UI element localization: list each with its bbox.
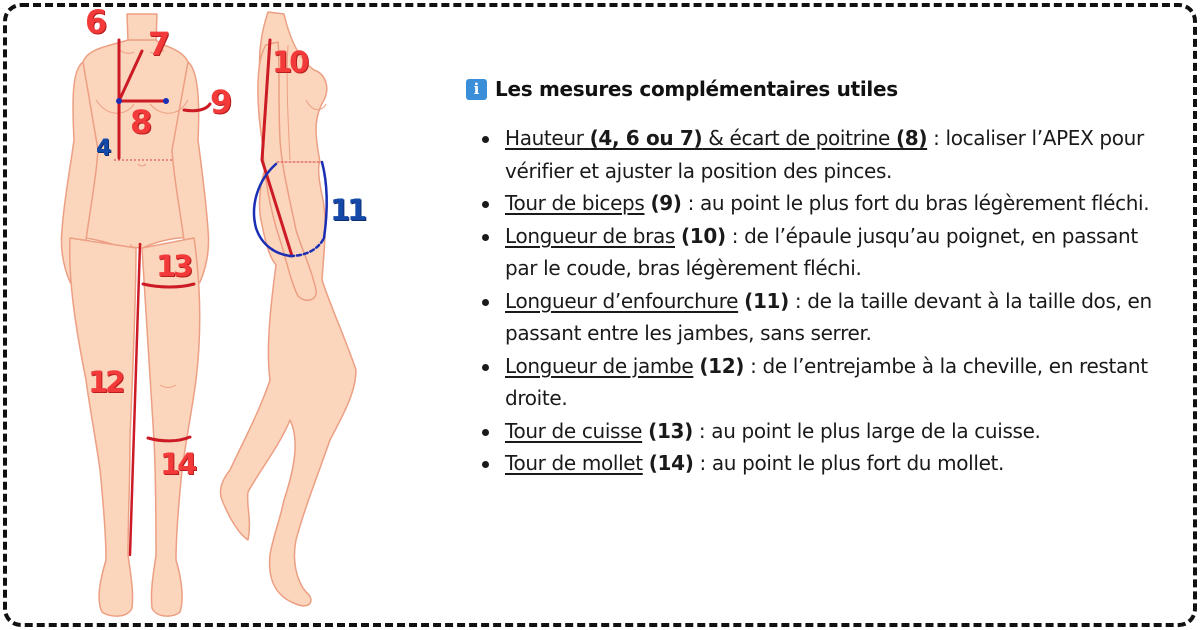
info-icon: i — [466, 79, 487, 100]
list-item — [466, 447, 1166, 480]
label-14: 14 — [160, 447, 195, 481]
description: : localiser l’APEX pour vérifier et ajuster la position des pinces. — [505, 126, 1144, 183]
term-number: (12) — [699, 353, 745, 378]
term-number: (10) — [681, 223, 726, 248]
term-number: (4, 6 ou 7) — [589, 126, 703, 150]
list-item — [466, 220, 1166, 285]
term: Tour de cuisse — [505, 418, 643, 443]
label-4: 4 — [96, 136, 112, 161]
label-13: 13 — [156, 249, 191, 283]
term-number: (13) — [648, 418, 693, 443]
label-12: 12 — [88, 365, 123, 399]
description: : de l’entrejambe à la cheville, en restant droite. — [505, 353, 1148, 410]
term: Tour de biceps — [505, 191, 645, 215]
term: Longueur de bras — [505, 223, 675, 248]
term-text: Hauteur — [505, 126, 584, 150]
term-number: (14) — [648, 451, 694, 475]
list-item — [466, 285, 1166, 350]
measurement-list — [466, 122, 1166, 480]
description: : de l’épaule jusqu’au poignet, en passant par le coude, bras légèrement fléchi. — [505, 223, 1138, 280]
list-item — [466, 122, 1166, 187]
label-9: 9 — [210, 83, 233, 121]
list-item — [466, 415, 1166, 448]
panel-header — [466, 76, 1166, 102]
description: : de la taille devant à la taille dos, en passant entre les jambes, sans serrer. — [505, 288, 1152, 345]
term: Longueur d’enfourchure — [505, 288, 739, 313]
label-8: 8 — [130, 103, 153, 141]
list-item — [466, 350, 1166, 415]
description: : au point le plus fort du bras légèrement fléchi. — [681, 191, 1150, 215]
term: Tour de mollet — [505, 451, 643, 475]
term — [505, 126, 927, 150]
side-figure — [220, 12, 356, 606]
measurements-panel — [466, 76, 1166, 480]
term-number-2: (8) — [896, 126, 928, 150]
term-number: (11) — [744, 288, 789, 313]
body-measurement-illustration — [0, 0, 440, 630]
list-item — [466, 187, 1166, 220]
label-6: 6 — [85, 3, 108, 41]
term-number: (9) — [650, 191, 682, 215]
term-text-2: & écart de poitrine — [702, 126, 896, 150]
description: : au point le plus fort du mollet. — [693, 451, 1005, 475]
description: : au point le plus large de la cuisse. — [692, 418, 1041, 443]
label-11: 11 — [330, 193, 365, 227]
term: Longueur de jambe — [505, 353, 694, 378]
panel-title: Les mesures complémentaires utiles — [495, 77, 898, 101]
label-10: 10 — [272, 45, 307, 79]
label-7: 7 — [148, 25, 171, 63]
